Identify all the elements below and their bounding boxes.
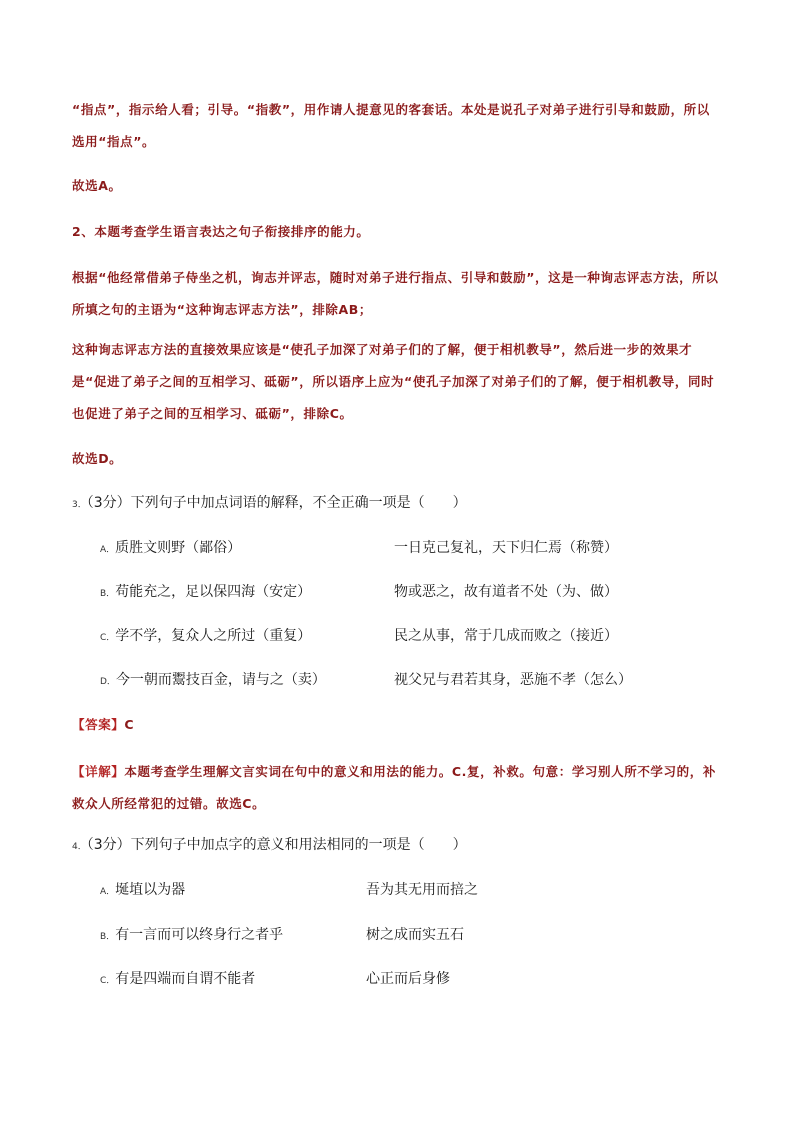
detail-paragraph	[72, 756, 722, 820]
q4-option-b-left	[100, 924, 283, 948]
option-letter: B．	[100, 589, 116, 599]
question-3-stem	[72, 492, 467, 516]
answer-tag: 【答案】	[72, 717, 125, 732]
q4-option-b-right: 树之成而实五石	[366, 927, 464, 943]
answer-value: C	[124, 717, 135, 732]
answer-line	[72, 714, 134, 736]
q4-option-c-right: 心正而后身修	[366, 971, 450, 987]
question-4-stem	[72, 834, 467, 858]
option-c-left	[100, 625, 311, 649]
option-letter: A．	[100, 545, 116, 555]
option-letter: C．	[100, 976, 116, 986]
explanation-paragraph: 根据“他经常借弟子侍坐之机，询志并评志，随时对弟子进行指点、引导和鼓励”，这是一种询志评志方法，所以所填之句的主语为“这种询志评志方法”，排除AB；	[72, 270, 719, 317]
option-b-left	[100, 581, 311, 605]
question-number: 4．	[72, 842, 87, 852]
q4-option-c-left	[100, 968, 255, 992]
option-letter: A．	[100, 887, 116, 897]
option-letter: C．	[100, 633, 116, 643]
option-a-right: 一日克己复礼，天下归仁焉（称赞）	[394, 540, 618, 556]
option-b-right: 物或恶之，故有道者不处（为、做）	[394, 584, 618, 600]
option-text: 质胜文则野（鄙俗）	[115, 540, 242, 556]
question-text: （3分）下列句子中加点词语的解释，不全正确一项是（ ）	[86, 495, 467, 511]
option-text: 有一言而可以终身行之者乎	[115, 927, 284, 943]
question-text: （3分）下列句子中加点字的意义和用法相同的一项是（ ）	[86, 837, 467, 853]
option-text: 有是四端而自谓不能者	[115, 971, 256, 987]
explanation-paragraph: 这种询志评志方法的直接效果应该是“使孔子加深了对弟子们的了解，便于相机教导”，然后进一步的效果才是“促进了弟子之间的互相学习、砥砺”，所以语序上应为“使孔子加深了对弟子们的了解，便于相机教导，同时也促进了弟子之间的互相学习、砥砺”，排除C。	[72, 342, 715, 421]
option-text: 学不学，复众人之所过（重复）	[115, 628, 312, 644]
option-letter: D．	[100, 677, 116, 687]
question-number: 3．	[72, 500, 87, 510]
option-text: 埏埴以为器	[115, 882, 186, 898]
explanation-paragraph: 故选D。	[72, 451, 123, 466]
q4-option-a-left	[100, 879, 185, 903]
explanation-paragraph: 故选A。	[72, 178, 122, 193]
option-a-left	[100, 537, 241, 561]
option-d-right: 视父兄与君若其身，恶施不孝（怎么）	[394, 672, 632, 688]
option-letter: B．	[100, 932, 116, 942]
option-text: 今一朝而鬻技百金，请与之（卖）	[115, 672, 326, 688]
detail-tag: 【详解】	[72, 764, 125, 779]
option-d-left	[100, 669, 326, 693]
explanation-paragraph: “指点”，指示给人看；引导。“指教”，用作请人提意见的客套话。本处是说孔子对弟子进行引导和鼓励，所以选用“指点”。	[72, 102, 710, 149]
detail-text: 本题考查学生理解文言实词在句中的意义和用法的能力。C.复，补救。句意：学习别人所不学习的，补救众人所经常犯的过错。故选C。	[72, 764, 716, 811]
explanation-paragraph: 2、本题考查学生语言表达之句子衔接排序的能力。	[72, 224, 370, 239]
option-text: 苟能充之，足以保四海（安定）	[115, 584, 312, 600]
option-c-right: 民之从事，常于几成而败之（接近）	[394, 628, 618, 644]
q4-option-a-right: 吾为其无用而掊之	[366, 882, 478, 898]
